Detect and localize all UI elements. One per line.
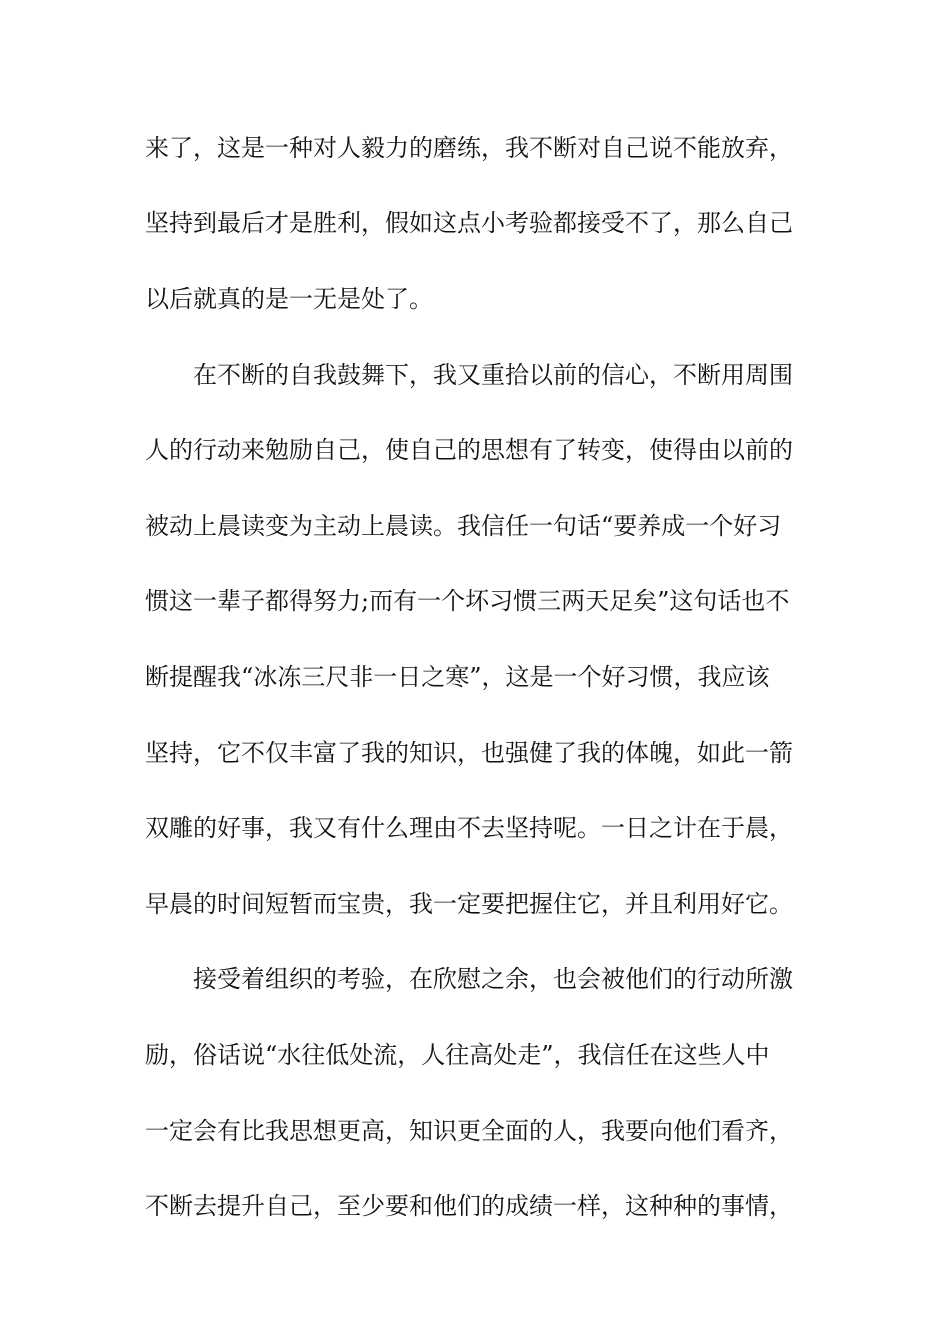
- text-line-13: 励，俗话说“水往低处流，人往高处走”，我信任在这些人中: [145, 1041, 770, 1069]
- text-line-11: 早晨的时间短暂而宝贵，我一定要把握住它，并且利用好它。: [145, 890, 793, 918]
- text-line-14: 一定会有比我思想更高，知识更全面的人，我要向他们看齐，: [145, 1117, 793, 1145]
- text-line-8: 断提醒我“冰冻三尺非一日之寒”，这是一个好习惯，我应该: [145, 663, 770, 691]
- text-line-15: 不断去提升自己，至少要和他们的成绩一样，这种种的事情，: [145, 1192, 793, 1220]
- text-line-10: 双雕的好事，我又有什么理由不去坚持呢。一日之计在于晨，: [145, 814, 793, 842]
- text-line-6: 被动上晨读变为主动上晨读。我信任一句话“要养成一个好习: [145, 512, 782, 540]
- text-line-3: 以后就真的是一无是处了。: [145, 285, 433, 313]
- text-line-1: 来了，这是一种对人毅力的磨练，我不断对自己说不能放弃，: [145, 134, 793, 162]
- text-line-5: 人的行动来勉励自己，使自己的思想有了转变，使得由以前的: [145, 436, 793, 464]
- text-line-9: 坚持，它不仅丰富了我的知识，也强健了我的体魄，如此一箭: [145, 739, 793, 767]
- text-line-2: 坚持到最后才是胜利，假如这点小考验都接受不了，那么自己: [145, 209, 793, 237]
- text-line-7: 惯这一辈子都得努力;而有一个坏习惯三两天足矣”这句话也不: [145, 587, 790, 615]
- paragraph-start-line-4: 在不断的自我鼓舞下，我又重拾以前的信心，不断用周围: [193, 361, 793, 389]
- paragraph-start-line-12: 接受着组织的考验，在欣慰之余，也会被他们的行动所激: [193, 965, 793, 993]
